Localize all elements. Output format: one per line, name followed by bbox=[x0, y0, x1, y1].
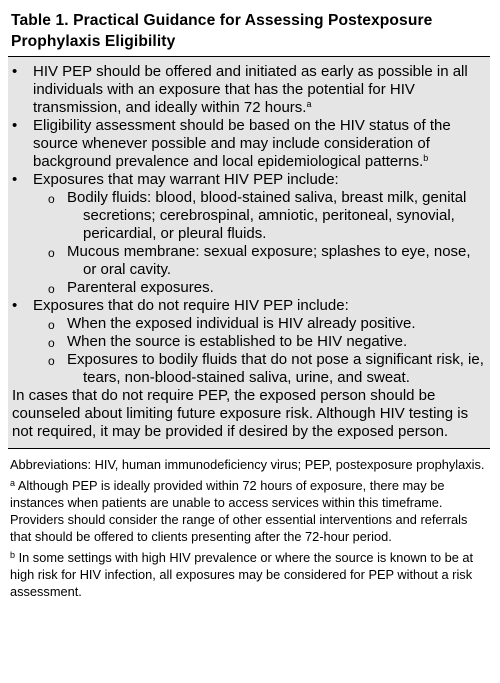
list-item bbox=[12, 63, 486, 117]
table-body bbox=[8, 57, 490, 448]
sub-list-item bbox=[12, 333, 486, 351]
bullet-icon: • bbox=[12, 171, 18, 188]
list-item-text: HIV PEP should be offered and initiated as early as possible in all individuals with an exposure that has the potential for HIV transmission, and ideally within 72 hours. bbox=[33, 63, 468, 116]
sub-list-item bbox=[12, 189, 486, 243]
sub-bullet-icon: o bbox=[48, 192, 55, 206]
table-page bbox=[8, 10, 490, 604]
footnote-b bbox=[10, 549, 488, 600]
sub-bullet-icon: o bbox=[48, 318, 55, 332]
footnote-a bbox=[10, 477, 488, 545]
sub-bullet-icon: o bbox=[48, 246, 55, 260]
list-item-text: Exposures that do not require HIV PEP include: bbox=[33, 297, 349, 314]
sub-list-item-text: Bodily fluids: blood, blood-stained saliva, breast milk, genital secretions; cerebrospinal, amniotic, peritoneal, synovial, pericardial, or pleural fluids. bbox=[67, 189, 467, 242]
footnote-b-marker: b bbox=[10, 550, 16, 560]
list-item bbox=[12, 171, 486, 189]
list-item-text: Exposures that may warrant HIV PEP include: bbox=[33, 171, 339, 188]
bullet-icon: • bbox=[12, 63, 18, 80]
sub-list-item-text: Parenteral exposures. bbox=[67, 279, 214, 296]
sub-bullet-icon: o bbox=[48, 282, 55, 296]
sub-list-item bbox=[12, 351, 486, 387]
table-footnotes bbox=[8, 449, 490, 600]
footnote-marker: b bbox=[423, 153, 429, 163]
sub-list-item bbox=[12, 279, 486, 297]
sub-list-item bbox=[12, 315, 486, 333]
sub-bullet-icon: o bbox=[48, 336, 55, 350]
table-title: Table 1. Practical Guidance for Assessing Postexposure Prophylaxis Eligibility bbox=[11, 12, 433, 50]
footnote-a-marker: a bbox=[10, 478, 16, 488]
list-item bbox=[12, 297, 486, 315]
sub-list-item-text: Mucous membrane: sexual exposure; splashes to eye, nose, or oral cavity. bbox=[67, 243, 471, 278]
sub-list-item-text: When the exposed individual is HIV already positive. bbox=[67, 315, 416, 332]
sub-list-item-text: Exposures to bodily fluids that do not pose a significant risk, ie, tears, non-blood-stained saliva, urine, and sweat. bbox=[67, 351, 484, 386]
sub-bullet-icon: o bbox=[48, 354, 55, 368]
footnote-b-text: In some settings with high HIV prevalence or where the source is known to be at high risk for HIV infection, all exposures may be considered for PEP without a risk assessment. bbox=[10, 550, 474, 599]
list-item bbox=[12, 117, 486, 171]
sub-list-item-text: When the source is established to be HIV negative. bbox=[67, 333, 408, 350]
footnote-a-text: Although PEP is ideally provided within 72 hours of exposure, there may be instances when patients are unable to access services within this timeframe. Providers should consider the range of other essential interventions and referrals that should be offered to clients presenting after the 72-hour period. bbox=[10, 478, 468, 544]
closing-paragraph: In cases that do not require PEP, the exposed person should be counseled about limiting future exposure risk. Although HIV testing is not required, it may be provided if desired by the exposed person. bbox=[12, 387, 469, 440]
bullet-icon: • bbox=[12, 117, 18, 134]
list-item-text: Eligibility assessment should be based on the HIV status of the source whenever possible and may include consideration of background prevalence and local epidemiological patterns. bbox=[33, 117, 451, 170]
footnote-marker: a bbox=[306, 99, 312, 109]
abbreviations-note: Abbreviations: HIV, human immunodeficiency virus; PEP, postexposure prophylaxis. bbox=[10, 457, 485, 472]
sub-list-item bbox=[12, 243, 486, 279]
bullet-icon: • bbox=[12, 297, 18, 314]
